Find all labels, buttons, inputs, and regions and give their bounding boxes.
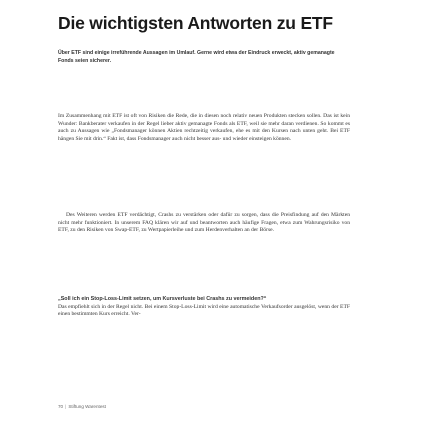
body-paragraph: Des Weiteren werden ETF verdächtigt, Crashs zu verstärken oder dafür zu sorgen, dass die Preisfindung auf den Märkten nicht mehr funktioniert. In unserem FAQ klären wir auf und beantworten auch häufige Fragen, etwa zum Wahrungsrisiko von ETF, zu den Risiken von Swap-ETF, zu Wertpapierleihe und zum Herdenverhalten an der Börse. xyxy=(58,212,350,234)
faq-item xyxy=(58,296,350,319)
intro-text: Über ETF sind einige irreführende Aussagen im Umlauf. Gerne wird etwa der Eindruck erweckt, aktiv gemanagte Fonds seien sicherer. xyxy=(58,50,335,64)
faq-question: „Soll ich ein Stop-Loss-Limit setzen, um Kursverluste bei Crashs zu vermeiden?“ xyxy=(58,296,267,302)
publisher-name: Stiftung Warentest xyxy=(68,404,106,409)
page-footer xyxy=(58,404,106,409)
page-title: Die wichtigsten Antworten zu ETF xyxy=(58,12,333,33)
document-page xyxy=(58,0,358,433)
footer-separator: | xyxy=(65,404,67,409)
faq-answer: Das empfiehlt sich in der Regel nicht. Bei einem Stop-Loss-Limit wird eine automatische Verkaufsorder ausgelöst, wenn der ETF einen bestimmten Kurs erreicht. Ver- xyxy=(58,303,350,318)
body-paragraph: Im Zusammenhang mit ETF ist oft von Risiken die Rede, die in diesen noch relativ neuen Produkten stecken sollen. Das ist kein Wunder: Bankberater verkaufen in der Regel lieber aktiv gemanagte Fonds als ETF, weil sie mehr daran verdienen. So kommt es auch zu Aussagen wie „Fondsmanager können Aktien rechtzeitig verkaufen, ehe es mit den Kursen nach unten geht. Bei ETF hängen Sie mit drin.“ Fakt ist, dass Fondsmanager auch nicht besser aus- und wieder einsteigen können. xyxy=(58,113,350,142)
page-number: 70 xyxy=(58,404,64,409)
